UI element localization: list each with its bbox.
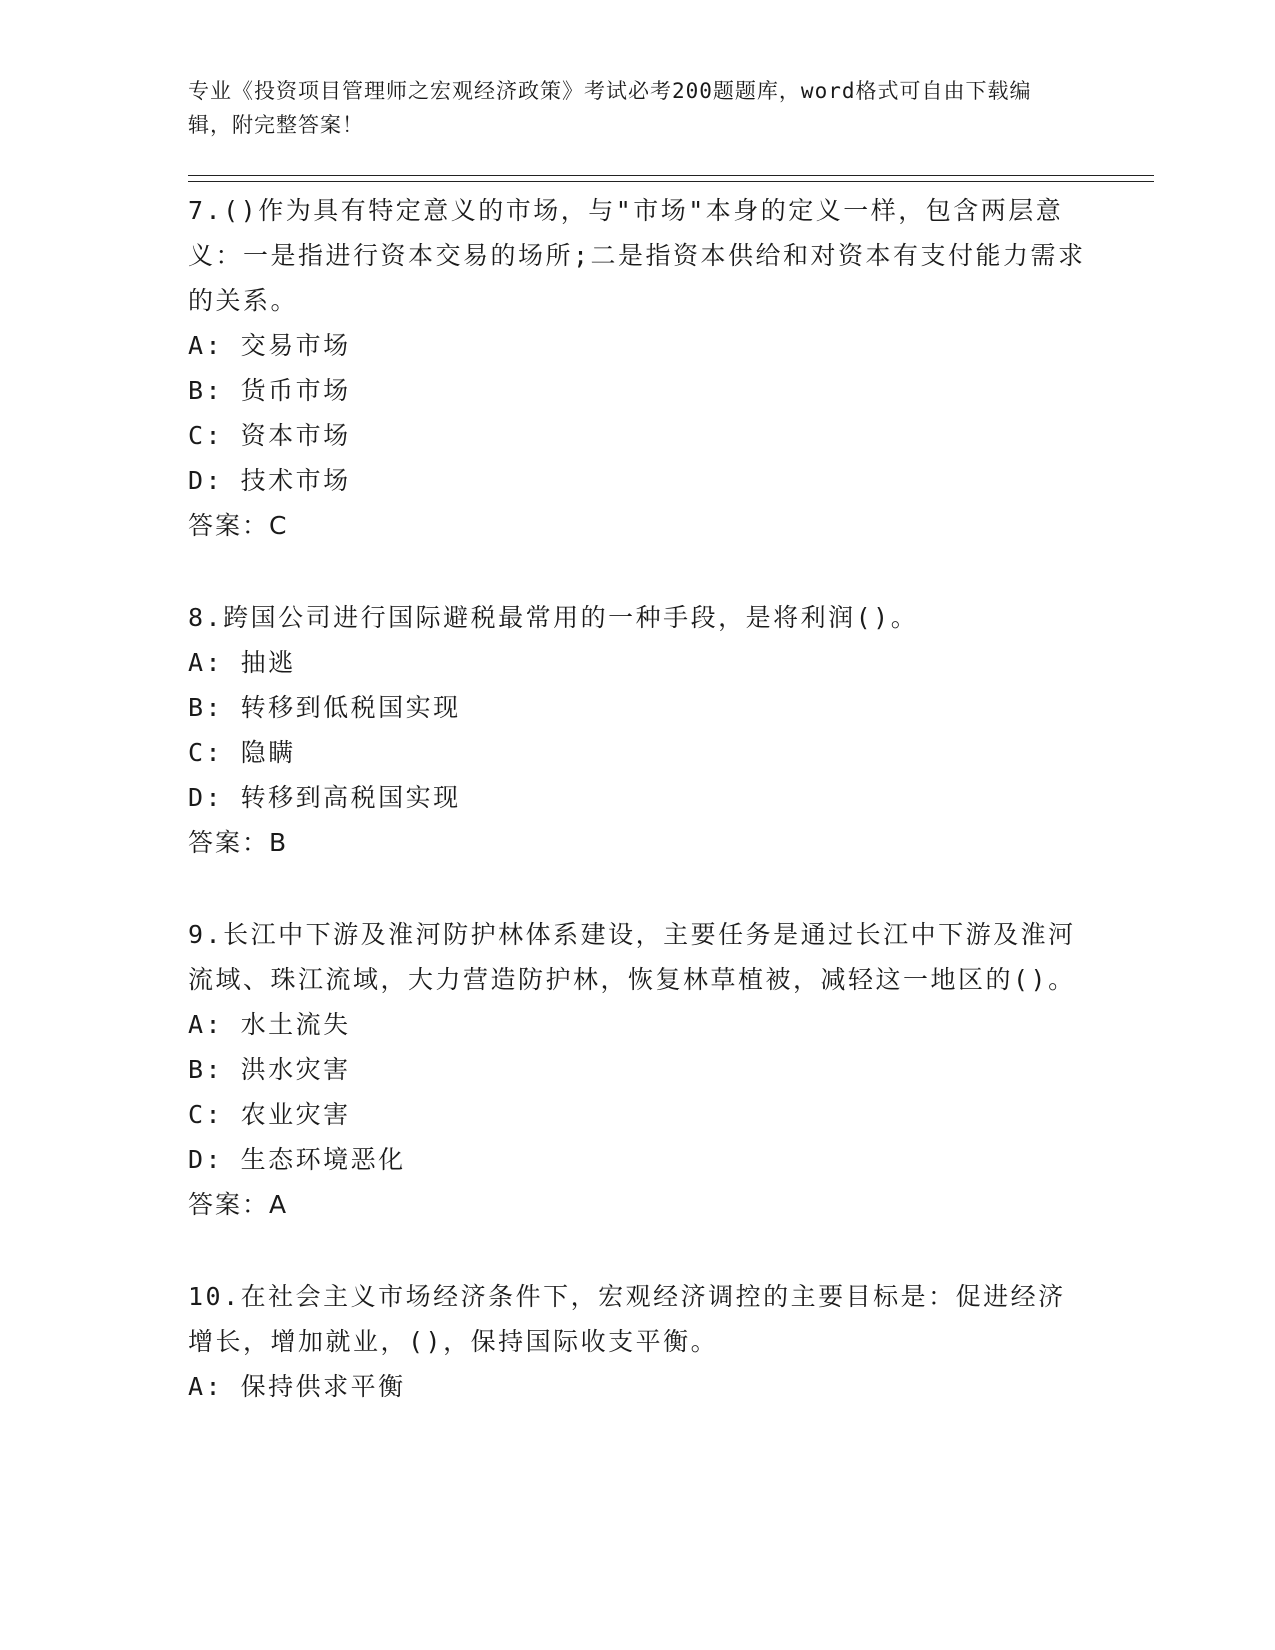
answer-line: 答案：A xyxy=(188,1190,289,1219)
question-10 xyxy=(188,1274,1088,1409)
option-c: C: 隐瞒 xyxy=(188,738,296,767)
option-b: B: 洪水灾害 xyxy=(188,1055,351,1084)
header-divider-top xyxy=(188,175,1154,176)
question-7 xyxy=(188,188,1088,548)
question-text: 9.长江中下游及淮河防护林体系建设，主要任务是通过长江中下游及淮河流域、珠江流域，大力营造防护林，恢复林草植被，减轻这一地区的()。 xyxy=(188,920,1076,994)
option-c: C: 农业灾害 xyxy=(188,1100,351,1129)
option-a: A: 保持供求平衡 xyxy=(188,1372,406,1401)
spacer xyxy=(188,865,1088,912)
option-c: C: 资本市场 xyxy=(188,421,351,450)
answer-line: 答案：B xyxy=(188,828,289,857)
spacer xyxy=(188,548,1088,595)
question-text: 10.在社会主义市场经济条件下，宏观经济调控的主要目标是：促进经济增长，增加就业，()，保持国际收支平衡。 xyxy=(188,1282,1066,1356)
question-list xyxy=(188,188,1088,1409)
spacer xyxy=(188,1227,1088,1274)
document-header: 专业《投资项目管理师之宏观经济政策》考试必考200题题库，word格式可自由下载编辑，附完整答案！ xyxy=(188,79,1032,137)
question-9 xyxy=(188,912,1088,1227)
option-b: B: 转移到低税国实现 xyxy=(188,693,461,722)
question-text: 8.跨国公司进行国际避税最常用的一种手段，是将利润()。 xyxy=(188,603,919,632)
option-d: D: 生态环境恶化 xyxy=(188,1145,406,1174)
question-8 xyxy=(188,595,1088,865)
option-a: A: 水土流失 xyxy=(188,1010,351,1039)
answer-line: 答案：C xyxy=(188,511,289,540)
header-divider-bottom xyxy=(188,181,1154,182)
question-text: 7.()作为具有特定意义的市场，与"市场"本身的定义一样，包含两层意义：一是指进行资本交易的场所;二是指资本供给和对资本有支付能力需求的关系。 xyxy=(188,196,1086,315)
option-b: B: 货币市场 xyxy=(188,376,351,405)
option-a: A: 抽逃 xyxy=(188,648,296,677)
option-a: A: 交易市场 xyxy=(188,331,351,360)
option-d: D: 转移到高税国实现 xyxy=(188,783,461,812)
option-d: D: 技术市场 xyxy=(188,466,351,495)
